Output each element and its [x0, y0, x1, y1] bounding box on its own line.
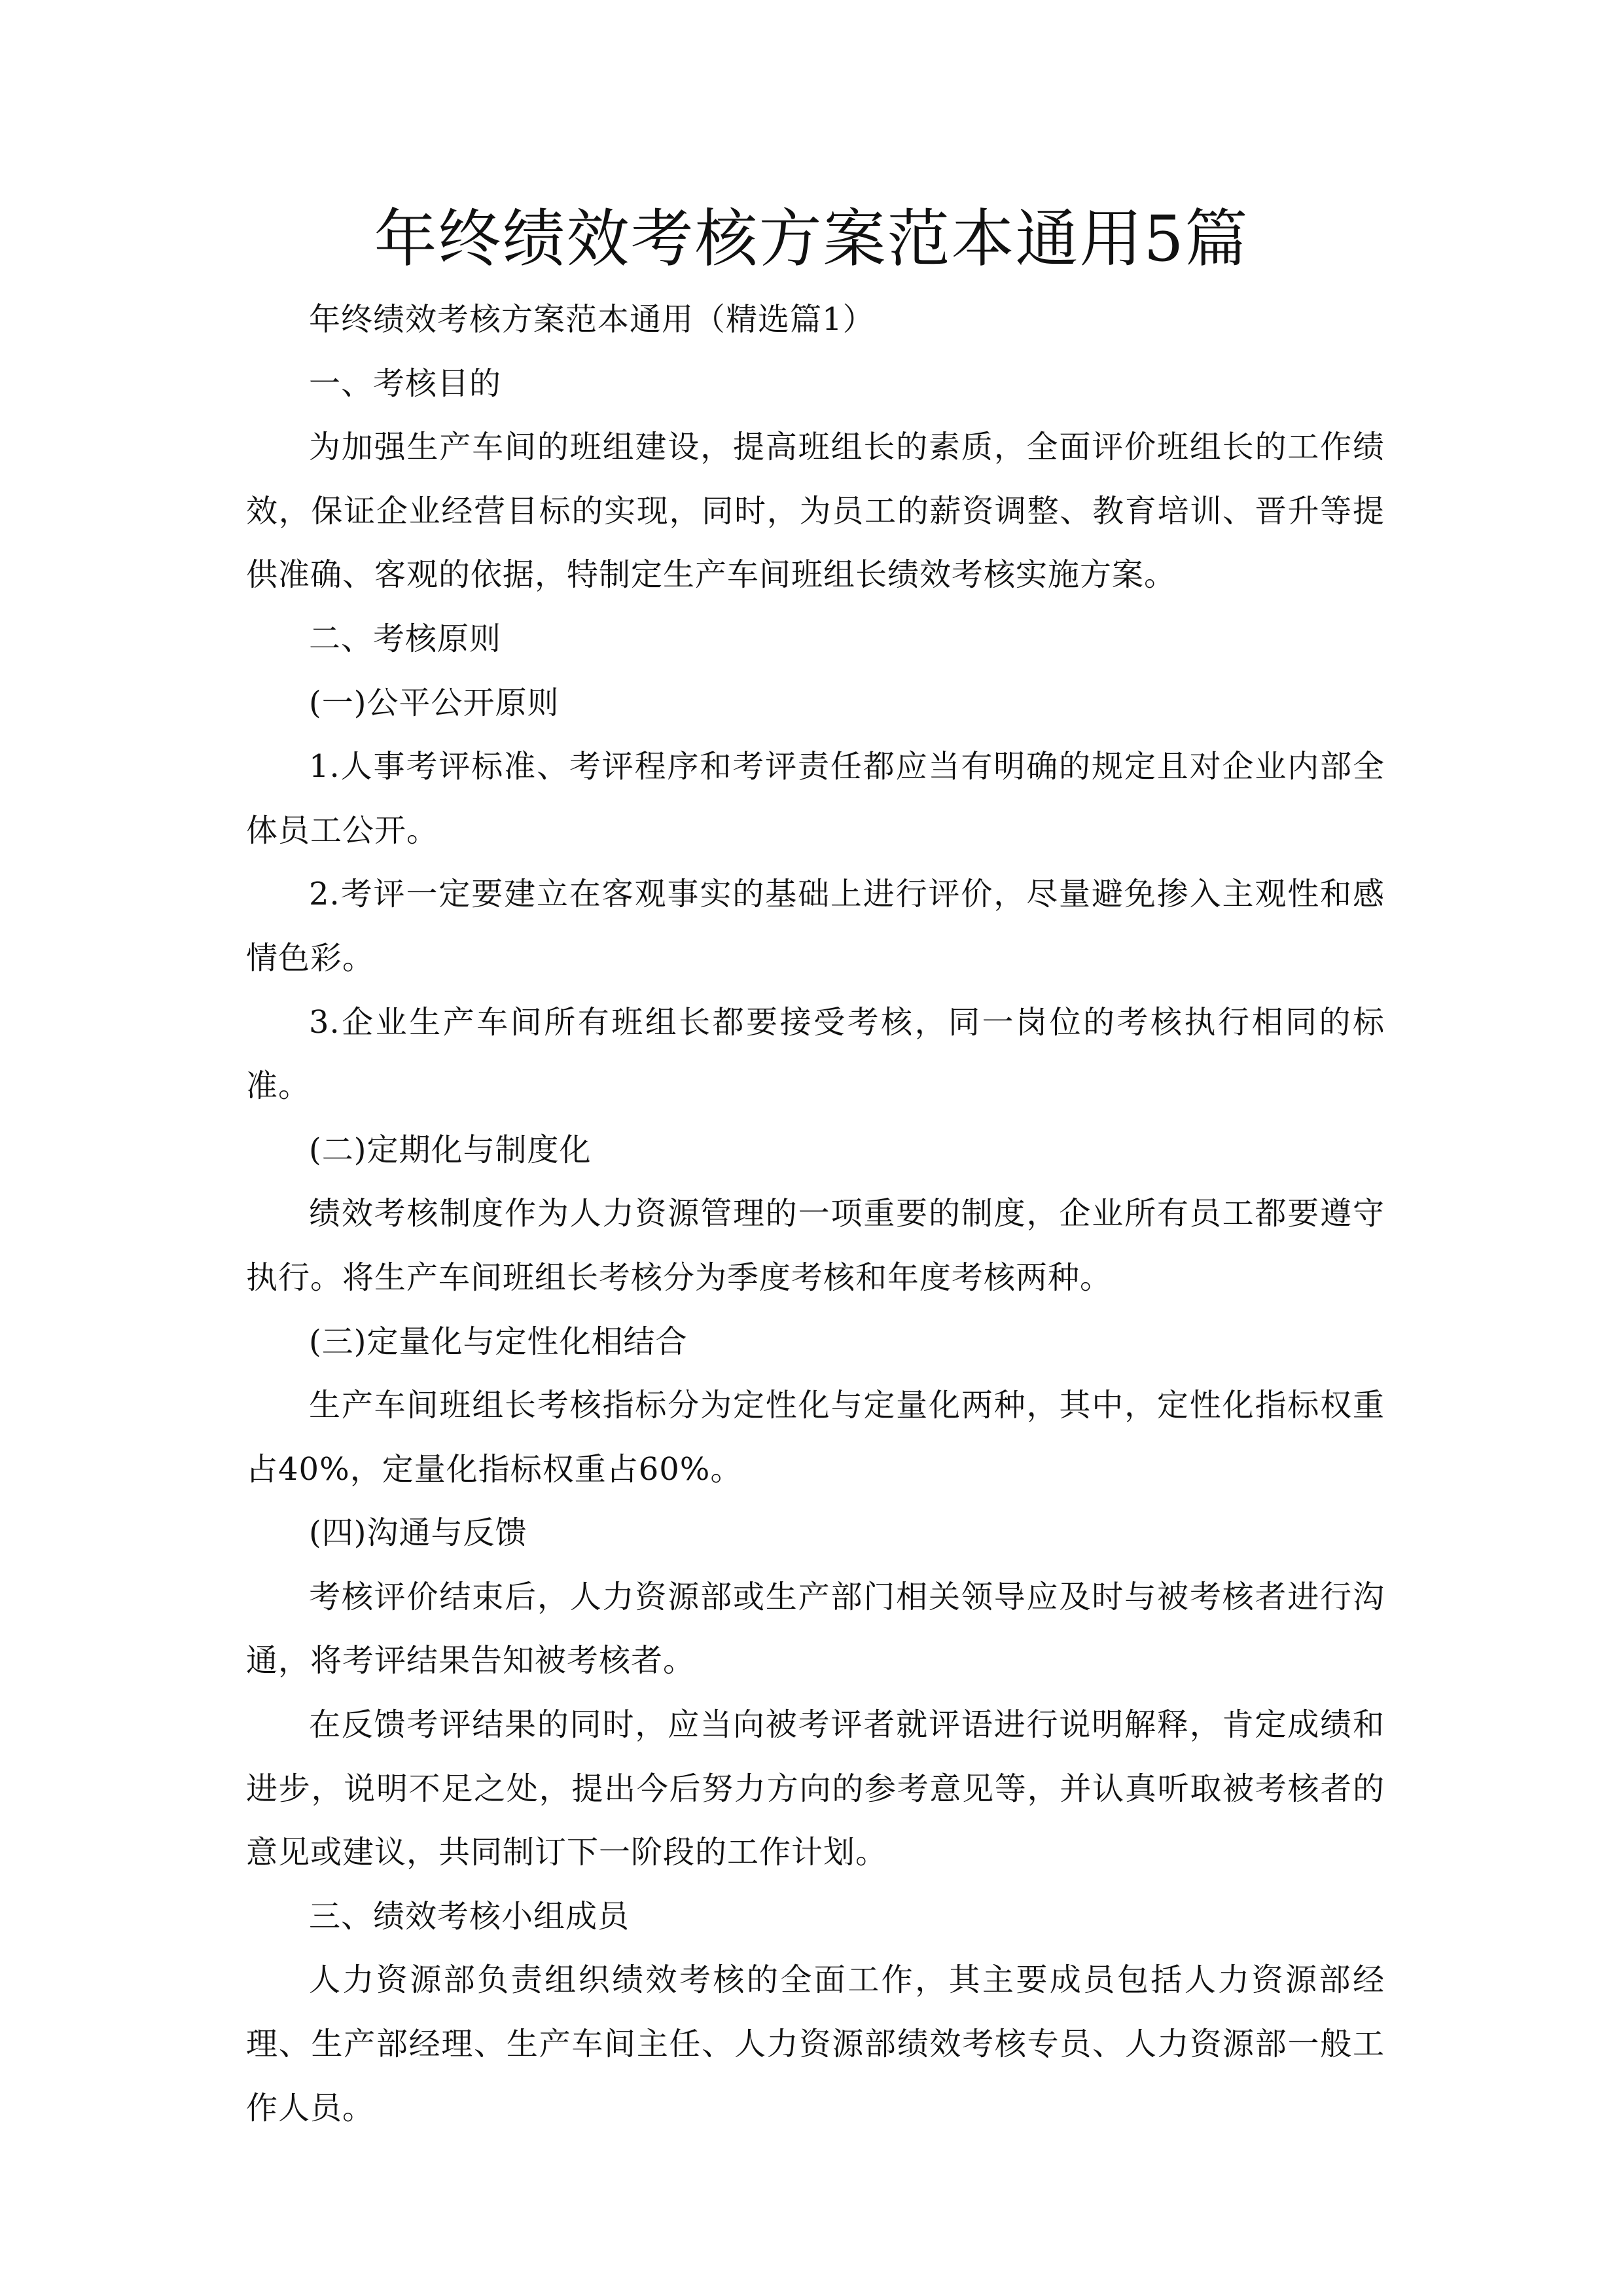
- paragraph-feedback-1: 考核评价结束后，人力资源部或生产部门相关领导应及时与被考核者进行沟通，将考评结果告知被考核者。: [246, 1578, 1385, 1679]
- paragraph-feedback-2: 在反馈考评结果的同时，应当向被考评者就评语进行说明解释，肯定成绩和进步，说明不足之处，提出今后努力方向的参考意见等，并认真听取被考核者的意见或建议，共同制订下一阶段的工作计划。: [246, 1706, 1385, 1871]
- subheading-quantitative: (三)定量化与定性化相结合: [309, 1323, 688, 1360]
- paragraph-team-members: 人力资源部负责组织绩效考核的全面工作，其主要成员包括人力资源部经理、生产部经理、生产车间主任、人力资源部绩效考核专员、人力资源部一般工作人员。: [246, 1962, 1385, 2126]
- heading-principles: 二、考核原则: [309, 620, 502, 657]
- paragraph-quantitative: 生产车间班组长考核指标分为定性化与定量化两种，其中，定性化指标权重占40%，定量化指标权重占60%。: [246, 1387, 1385, 1488]
- section-subtitle: 年终绩效考核方案范本通用（精选篇1）: [309, 301, 875, 338]
- list-item-1: 1.人事考评标准、考评程序和考评责任都应当有明确的规定且对企业内部全体员工公开。: [246, 748, 1385, 849]
- list-item-2: 2.考评一定要建立在客观事实的基础上进行评价，尽量避免掺入主观性和感情色彩。: [246, 876, 1385, 977]
- paragraph-regularization: 绩效考核制度作为人力资源管理的一项重要的制度，企业所有员工都要遵守执行。将生产车间班组长考核分为季度考核和年度考核两种。: [246, 1195, 1385, 1296]
- subheading-fairness: (一)公平公开原则: [309, 684, 560, 721]
- heading-team-members: 三、绩效考核小组成员: [309, 1897, 630, 1935]
- document-body: [246, 288, 1385, 2140]
- subheading-regularization: (二)定期化与制度化: [309, 1131, 592, 1168]
- heading-purpose: 一、考核目的: [309, 365, 502, 402]
- list-item-3: 3.企业生产车间所有班组长都要接受考核，同一岗位的考核执行相同的标准。: [246, 1003, 1385, 1105]
- subheading-feedback: (四)沟通与反馈: [309, 1515, 527, 1552]
- paragraph-purpose: 为加强生产车间的班组建设，提高班组长的素质，全面评价班组长的工作绩效，保证企业经营目标的实现，同时，为员工的薪资调整、教育培训、晋升等提供准确、客观的依据，特制定生产车间班组长绩效考核实施方案。: [246, 429, 1385, 594]
- document-title: 年终绩效考核方案范本通用5篇: [374, 202, 1249, 276]
